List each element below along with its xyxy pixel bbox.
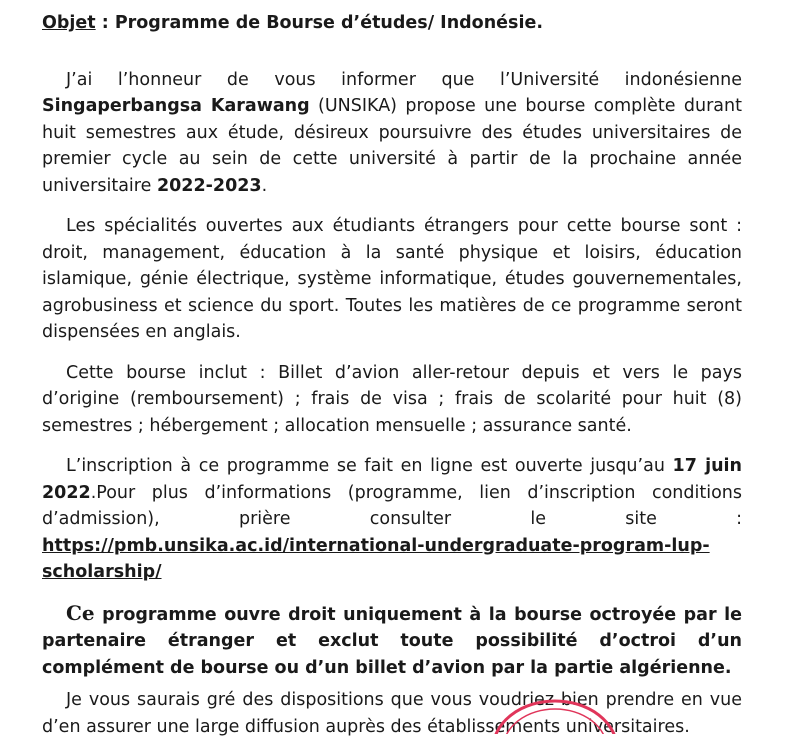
exclusion-first-word: Ce: [66, 600, 95, 625]
university-name: Singaperbangsa Karawang: [42, 96, 310, 116]
subject-line: [42, 10, 742, 37]
paragraph-intro-end: .: [261, 175, 268, 196]
paragraph-intro: [42, 67, 742, 200]
letter-body: [42, 10, 742, 744]
registration-deadline: 17 juin 2022: [42, 456, 742, 503]
registration-middle: .Pour plus d’informations (programme, lien d’inscription conditions d’admission), prière consulter le site :: [42, 482, 742, 529]
subject-separator: :: [95, 13, 115, 33]
scholarship-link[interactable]: https://pmb.unsika.ac.id/international-undergraduate-program-lup-scholarship/: [42, 535, 710, 582]
paragraph-specialties: Les spécialités ouvertes aux étudiants étrangers pour cette bourse sont : droit, management, éducation à la santé physique et loisirs, éducation islamique, génie électrique, système informatique, études gouvernementales, agrobusiness et science du sport. Toutes les matières de ce programme seront dispensées en anglais.: [42, 216, 742, 342]
paragraph-inclusions: Cette bourse inclut : Billet d’avion aller-retour depuis et vers le pays d’origine (remboursement) ; frais de visa ; frais de scolarité pour huit (8) semestres ; hébergement ; allocation mensuelle ; assurance santé.: [42, 362, 742, 436]
paragraph-intro-start: J’ai l’honneur de vous informer que l’Université indonésienne: [66, 69, 742, 90]
stamp-mark: [480, 694, 630, 734]
registration-intro: L’inscription à ce programme se fait en ligne est ouverte jusqu’au: [66, 456, 673, 476]
paragraph-exclusion: [42, 600, 742, 682]
exclusion-text: programme ouvre droit uniquement à la bourse octroyée par le partenaire étranger et exclut toute possibilité d’octroi d’un complément de bourse ou d’un billet d’avion par la partie algérienne.: [42, 604, 742, 678]
paragraph-closing: Je vous saurais gré des dispositions que vous voudriez bien prendre en vue d’en assurer une large diffusion auprès des établissements universitaires.: [42, 690, 742, 737]
subject-text: Programme de Bourse d’études/ Indonésie.: [114, 13, 543, 33]
academic-year: 2022-2023: [156, 175, 262, 196]
paragraph-intro-middle: (UNSIKA) propose une bourse complète durant huit semestres aux étude, désireux poursuivre des études universitaires de premier cycle au sein de cette université à partir de la prochaine année universitaire: [42, 96, 742, 196]
paragraph-registration: [42, 453, 742, 586]
subject-label: Objet: [42, 13, 96, 33]
